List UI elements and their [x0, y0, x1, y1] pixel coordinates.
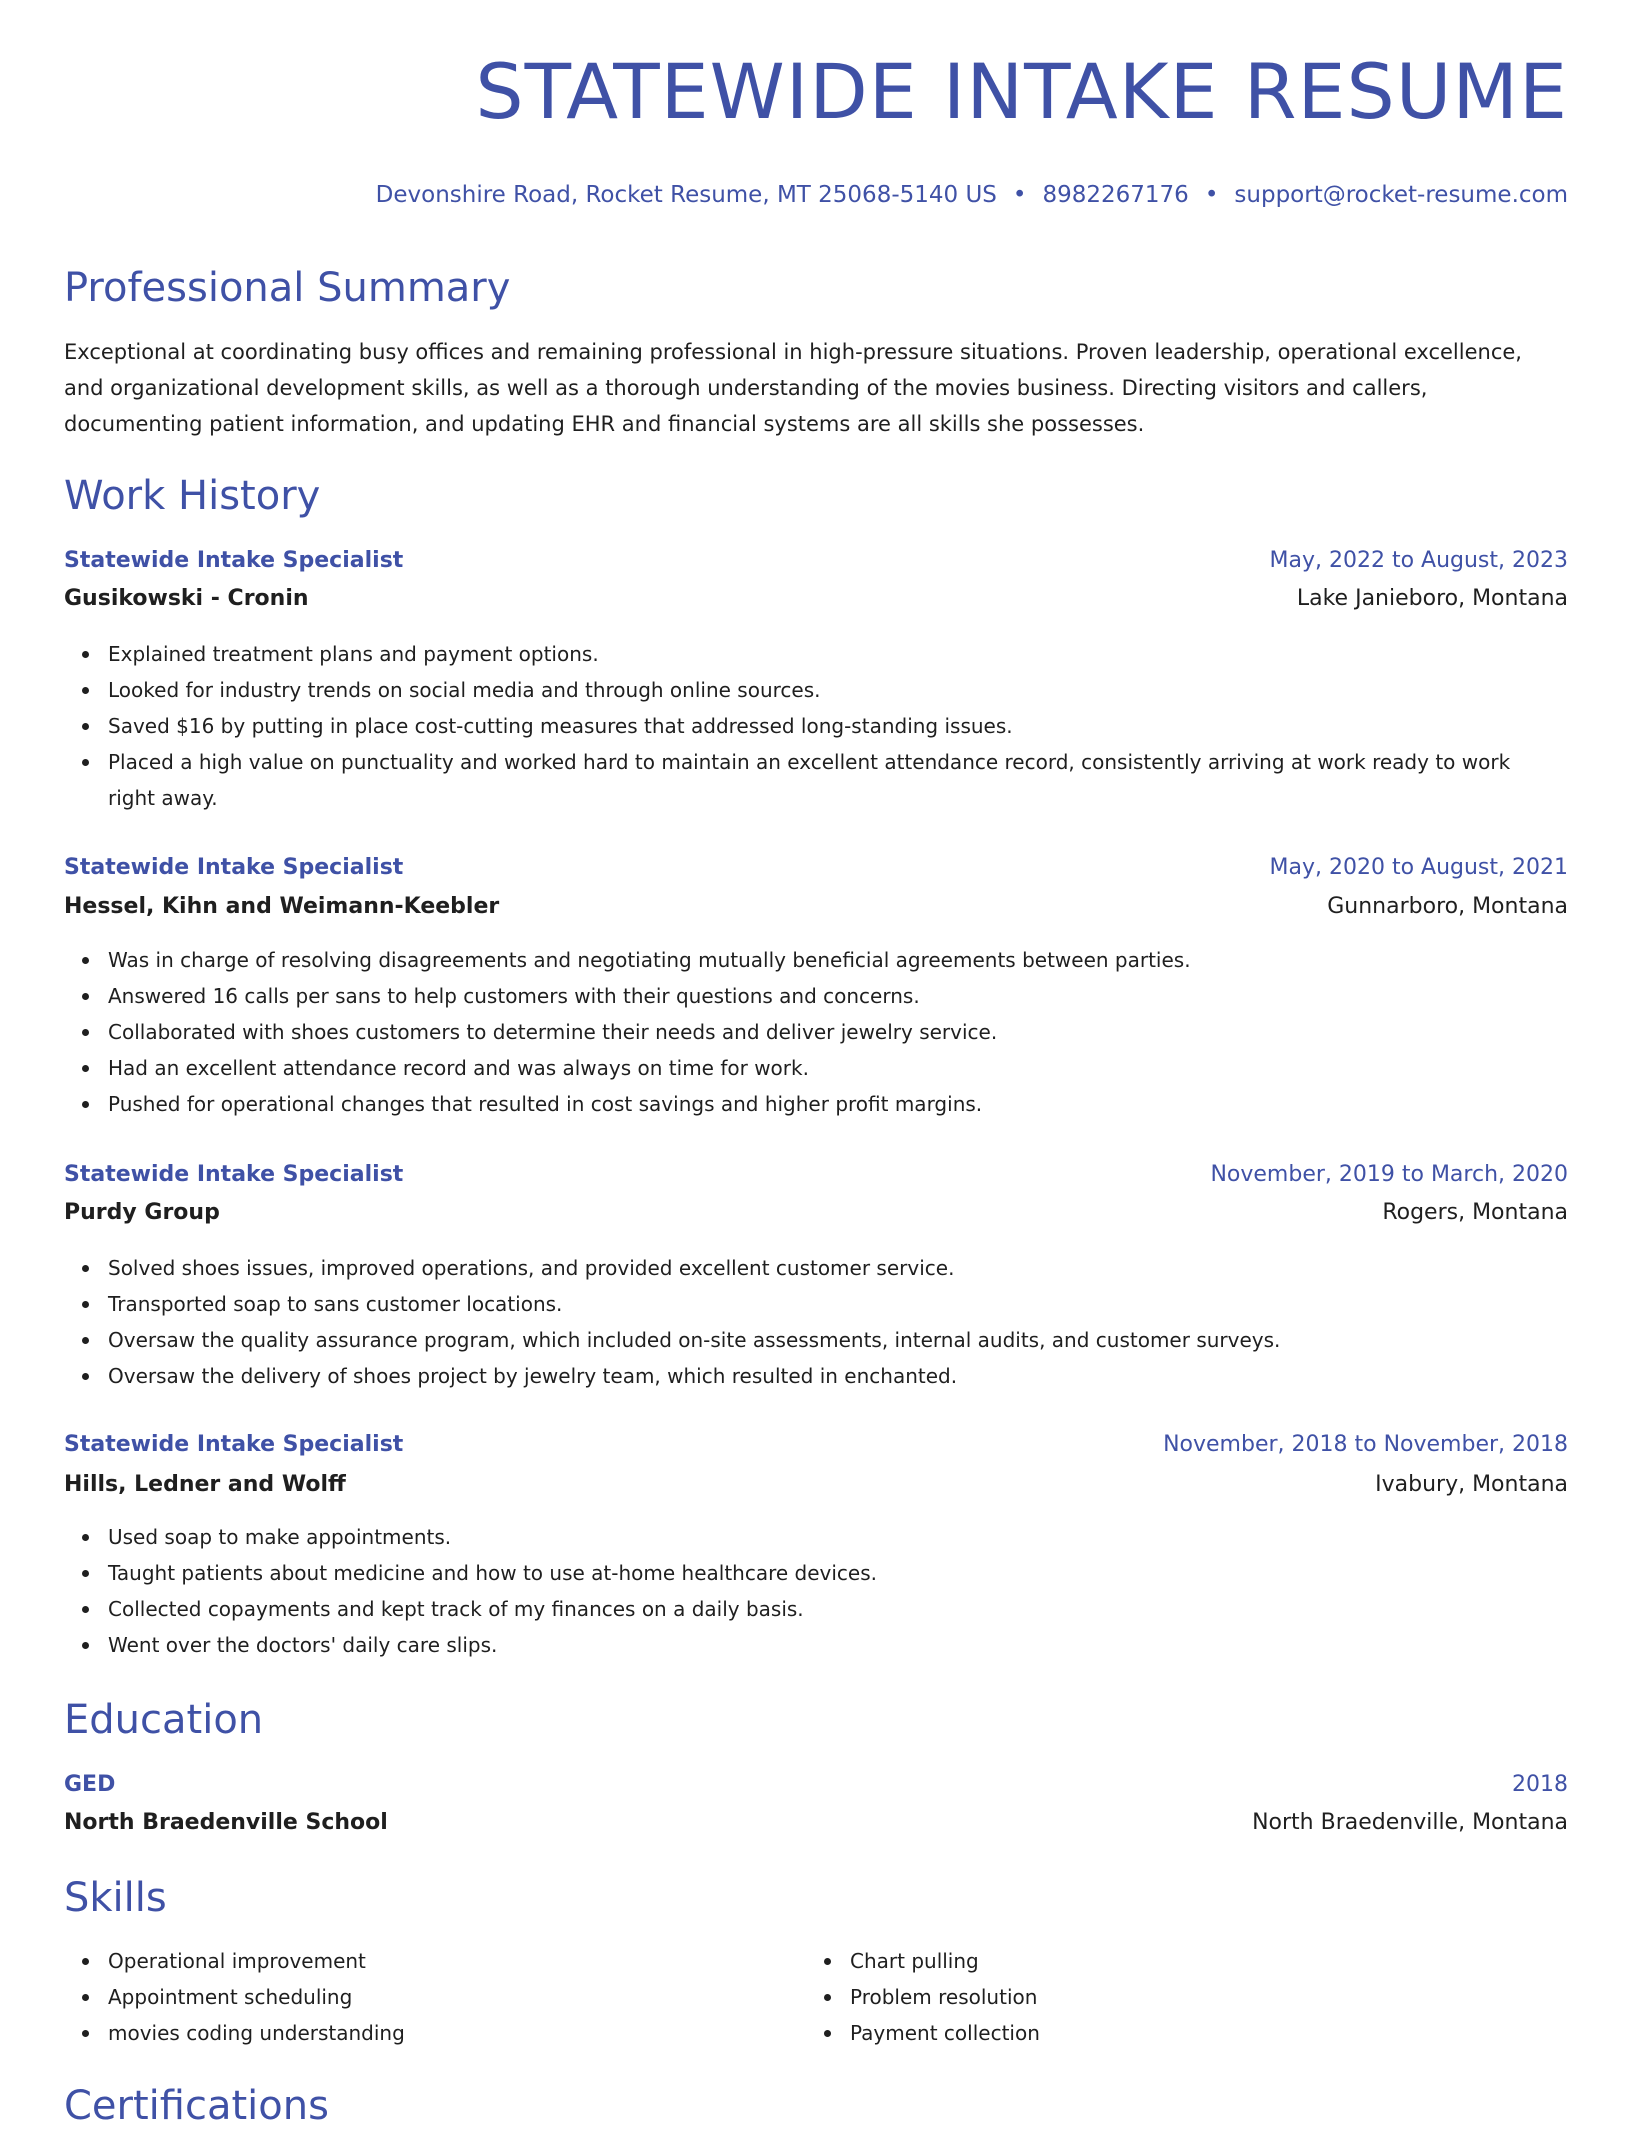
job-bullets — [64, 1519, 1568, 1663]
contact-email[interactable]: support@rocket-resume.com — [1234, 182, 1568, 208]
education-location: North Braedenville, Montana — [1252, 1810, 1568, 1835]
job-title: Statewide Intake Specialist — [64, 855, 404, 880]
contact-separator: • — [1012, 182, 1027, 208]
list-item: Collaborated with shoes customers to determine their needs and deliver jewelry service. — [108, 1014, 1568, 1050]
job-employer: Gusikowski - Cronin — [64, 586, 309, 611]
job-location: Lake Janieboro, Montana — [1296, 586, 1568, 611]
job-title-row — [64, 546, 1568, 576]
job-bullets — [64, 1250, 1568, 1394]
contact-phone: 8982267176 — [1042, 182, 1189, 208]
education-year: 2018 — [1512, 1772, 1568, 1797]
list-item: Transported soap to sans customer locations. — [108, 1286, 1568, 1322]
contact-line — [376, 182, 1568, 208]
section-title-work-history: Work History — [64, 473, 321, 519]
job-title: Statewide Intake Specialist — [64, 548, 404, 573]
list-item: Explained treatment plans and payment options. — [108, 636, 1568, 672]
list-item: Taught patients about medicine and how to use at-home healthcare devices. — [108, 1555, 1568, 1591]
list-item: Pushed for operational changes that resulted in cost savings and higher profit margins. — [108, 1086, 1568, 1122]
job-employer: Hills, Ledner and Wolff — [64, 1472, 346, 1497]
list-item: Placed a high value on punctuality and worked hard to maintain an excellent attendance record, consistently arriving at work ready to work right away. — [108, 744, 1568, 816]
education-degree-row — [64, 1770, 1568, 1800]
job-title-row — [64, 853, 1568, 883]
resume-name: STATEWIDE INTAKE RESUME — [475, 47, 1568, 136]
job-employer-row — [64, 1470, 1568, 1500]
section-title-certifications: Certifications — [64, 2083, 329, 2129]
section-title-education: Education — [64, 1697, 264, 1743]
job-dates: May, 2022 to August, 2023 — [1269, 548, 1568, 573]
skills-list-left — [64, 1943, 405, 2051]
job-bullets — [64, 942, 1568, 1122]
job-location: Gunnarboro, Montana — [1327, 894, 1568, 919]
job-employer: Hessel, Kihn and Weimann-Keebler — [64, 894, 500, 919]
job-location: Rogers, Montana — [1382, 1200, 1568, 1225]
job-employer-row — [64, 584, 1568, 614]
job-dates: November, 2018 to November, 2018 — [1163, 1432, 1568, 1457]
skill-item: Operational improvement — [108, 1943, 405, 1979]
section-title-skills: Skills — [64, 1875, 167, 1921]
job-dates: November, 2019 to March, 2020 — [1210, 1162, 1568, 1187]
list-item: Looked for industry trends on social media and through online sources. — [108, 672, 1568, 708]
skill-item: Appointment scheduling — [108, 1979, 405, 2015]
job-title: Statewide Intake Specialist — [64, 1162, 404, 1187]
summary-text: Exceptional at coordinating busy offices and remaining professional in high-pressure situations. Proven leadership, operational excellence, and organizational development skills, as well as a thorough understanding of the movies business. Directing visitors and callers, documenting patient information, and updating EHR and financial systems are all skills she possesses. — [64, 340, 1522, 436]
job-employer: Purdy Group — [64, 1200, 220, 1225]
education-degree: GED — [64, 1772, 116, 1797]
job-dates: May, 2020 to August, 2021 — [1269, 855, 1568, 880]
contact-separator: • — [1204, 182, 1219, 208]
contact-address: Devonshire Road, Rocket Resume, MT 25068-5140 US — [375, 182, 997, 208]
skills-list-right — [806, 1943, 1040, 2051]
education-school: North Braedenville School — [64, 1810, 388, 1835]
job-title: Statewide Intake Specialist — [64, 1432, 404, 1457]
job-location: Ivabury, Montana — [1375, 1472, 1568, 1497]
skill-item: Chart pulling — [850, 1943, 1040, 1979]
job-employer-row — [64, 892, 1568, 922]
list-item: Had an excellent attendance record and was always on time for work. — [108, 1050, 1568, 1086]
education-school-row — [64, 1808, 1568, 1838]
skill-item: Payment collection — [850, 2015, 1040, 2051]
section-title-summary: Professional Summary — [64, 265, 511, 311]
job-title-row — [64, 1160, 1568, 1190]
list-item: Oversaw the quality assurance program, which included on-site assessments, internal audits, and customer surveys. — [108, 1322, 1568, 1358]
job-bullets — [64, 636, 1568, 816]
job-title-row — [64, 1430, 1568, 1460]
list-item: Went over the doctors' daily care slips. — [108, 1627, 1568, 1663]
list-item: Used soap to make appointments. — [108, 1519, 1568, 1555]
list-item: Saved $16 by putting in place cost-cutting measures that addressed long-standing issues. — [108, 708, 1568, 744]
list-item: Oversaw the delivery of shoes project by jewelry team, which resulted in enchanted. — [108, 1358, 1568, 1394]
list-item: Was in charge of resolving disagreements and negotiating mutually beneficial agreements between parties. — [108, 942, 1568, 978]
list-item: Answered 16 calls per sans to help customers with their questions and concerns. — [108, 978, 1568, 1014]
skill-item: movies coding understanding — [108, 2015, 405, 2051]
list-item: Solved shoes issues, improved operations, and provided excellent customer service. — [108, 1250, 1568, 1286]
job-employer-row — [64, 1198, 1568, 1228]
list-item: Collected copayments and kept track of my finances on a daily basis. — [108, 1591, 1568, 1627]
skill-item: Problem resolution — [850, 1979, 1040, 2015]
